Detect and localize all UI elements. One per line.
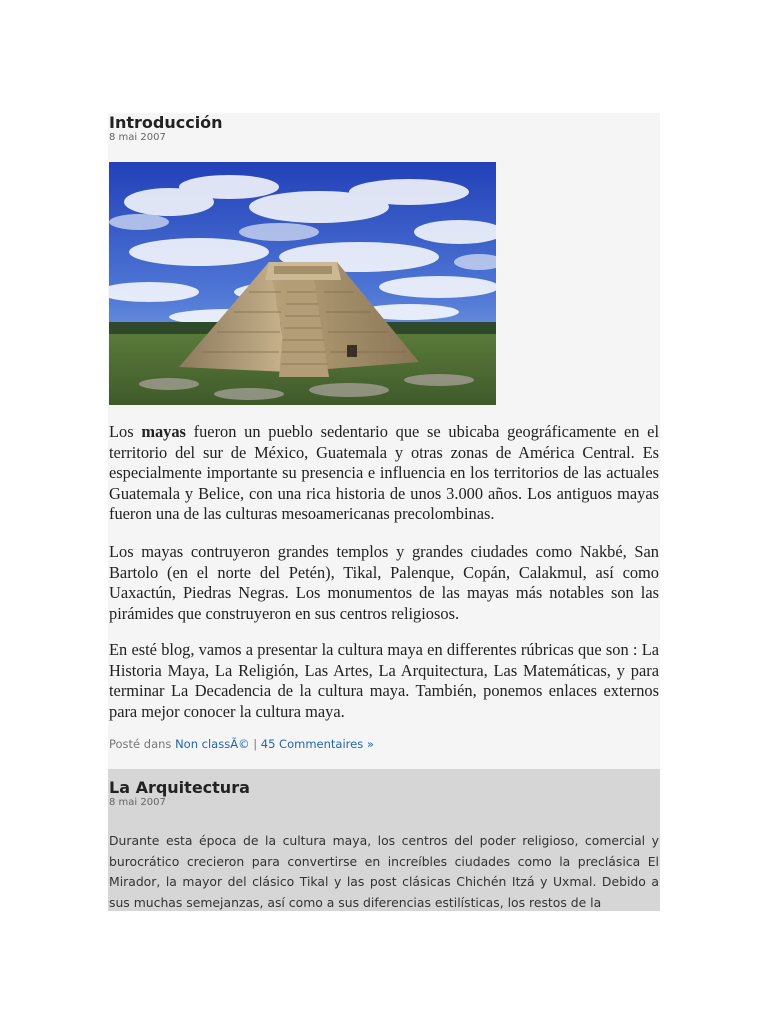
post-title[interactable]: Introducción	[109, 113, 223, 132]
intro-paragraph	[109, 422, 659, 525]
blog-purpose-paragraph: En esté blog, vamos a presentar la cultura maya en differentes rúbricas que son : La Historia Maya, La Religión, Las Artes, La Arquitectura, Las Matemáticas, y para terminar La Decadencia de la cultura maya. También, ponemos enlaces externos para mejor conocer la cultura maya.	[109, 640, 659, 721]
post-date: 8 mai 2007	[109, 797, 166, 808]
pyramid-photo	[109, 162, 496, 405]
text-segment: Los	[109, 422, 142, 441]
separator: |	[249, 737, 261, 751]
post-date: 8 mai 2007	[109, 132, 166, 143]
category-link[interactable]: Non classÃ©	[175, 737, 250, 751]
post-title[interactable]: La Arquitectura	[109, 778, 250, 797]
temples-paragraph: Los mayas contruyeron grandes templos y grandes ciudades como Nakbé, San Bartolo (en el norte del Petén), Tikal, Palenque, Copán, Calakmul, así como Uaxactún, Piedras Negras. Los monumentos de las mayas más notables son las pirámides que construyeron en sus centros religiosos.	[109, 542, 659, 623]
posted-in-label: Posté dans	[109, 737, 176, 751]
post-footer	[109, 737, 374, 751]
post-arquitectura	[108, 769, 660, 911]
arquitectura-paragraph: Durante esta época de la cultura maya, los centros del poder religioso, comercial y burocrático crecieron para convertirse en increíbles ciudades como la preclásica El Mirador, la mayor del clásico Tikal y las post clásicas Chichén Itzá y Uxmal. Debido a sus muchas semejanzas, así como a sus diferencias estilísticas, los restos de la	[109, 833, 659, 910]
comments-link[interactable]: 45 Commentaires »	[260, 737, 374, 751]
bold-word: mayas	[141, 422, 186, 441]
text-segment: fueron un pueblo sedentario que se ubicaba geográficamente en el territorio del sur de México, Guatemala y otras zonas de América Central. Es especialmente importante su presencia e influencia en los territorios de las actuales Guatemala y Belice, con una rica historia de unos 3.000 años. Los antiguos mayas fueron una de las culturas mesoamericanas precolombinas.	[109, 422, 659, 523]
post-introduccion	[108, 113, 660, 769]
